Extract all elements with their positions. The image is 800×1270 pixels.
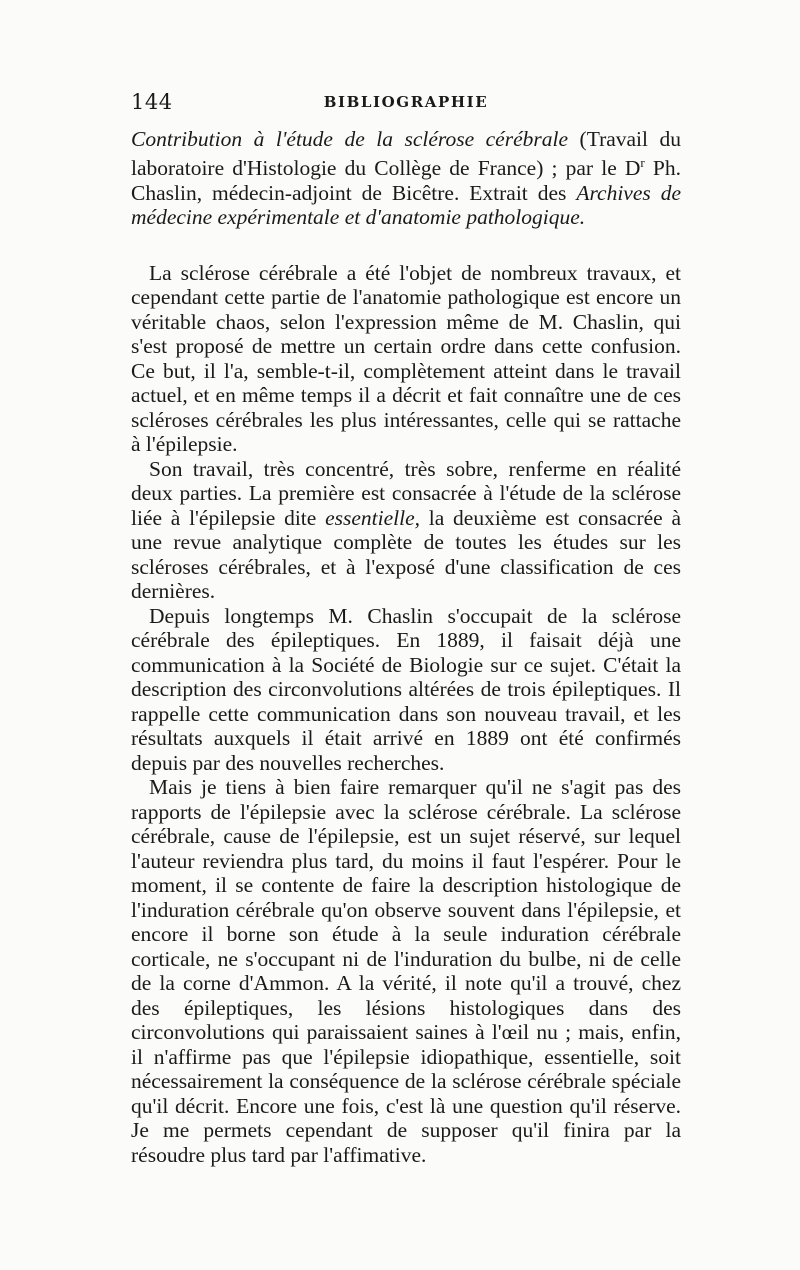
paragraph-2-italic: essentielle, bbox=[325, 505, 421, 530]
reference-journal: Archives de médecine expérimentale et d'anatomie pathologique. bbox=[131, 180, 681, 229]
running-head bbox=[131, 90, 681, 116]
bibliographic-reference bbox=[131, 127, 681, 229]
running-title: BIBLIOGRAPHIE bbox=[323, 93, 489, 111]
text-block bbox=[131, 127, 681, 1167]
paragraph-2-start: Son travail, très concentré, très sobre, renferme en réalité deux parties. La première est consacrée à l'étude de la sclérose liée à l'épilepsie dite bbox=[131, 456, 681, 530]
paragraph-4: Mais je tiens à bien faire remarquer qu'il ne s'agit pas des rapports de l'épilepsie avec la sclérose cérébrale. La sclérose cérébrale, cause de l'épilepsie, est un sujet réservé, sur lequel l'auteur reviendra plus tard, du moins il faut l'espérer. Pour le moment, il se contente de faire la description histologique de l'induration cérébrale qu'on observe souvent dans l'épilepsie, et encore il borne son étude à la seule induration cérébrale corticale, ne s'occupant ni de l'induration du bulbe, ni de celle de la corne d'Ammon. A la vérité, il note qu'il a trouvé, chez des épileptiques, les lésions histologiques dans des circonvolutions qui paraissaient saines à l'œil nu ; mais, enfin, il n'affirme pas que l'épilepsie idiopathique, essentielle, soit nécessairement la conséquence de la sclérose cérébrale spéciale qu'il décrit. Encore une fois, c'est là une question qu'il réserve. Je me permets cependant de supposer qu'il finira par la résoudre plus tard par l'affimative. bbox=[131, 775, 681, 1167]
paragraph-3: Depuis longtemps M. Chaslin s'occupait de la sclérose cérébrale des épileptiques. En 1889, il faisait déjà une communication à la Société de Biologie sur ce sujet. C'était la description des circonvolutions altérées de trois épileptiques. Il rappelle cette communication dans son nouveau travail, et les résultats auxquels il était arrivé en 1889 ont été confirmés depuis par des nouvelles recherches. bbox=[131, 603, 681, 775]
reference-superscript: r bbox=[640, 155, 645, 171]
page-number: 144 bbox=[131, 90, 173, 114]
reference-author: Ph. Chaslin, médecin-adjoint de Bicêtre. Extrait des bbox=[131, 156, 681, 205]
reference-details: (Travail du laboratoire d'Histologie du Collège de France) ; par le D bbox=[131, 127, 682, 181]
reference-title: Contribution à l'étude de la sclérose cérébrale bbox=[131, 127, 569, 151]
paragraph-2 bbox=[131, 457, 681, 604]
paragraph-2-end: la deuxième est consacrée à une revue analytique complète de toutes les études sur les scléroses cérébrales, et à l'exposé d'une classification de ces dernières. bbox=[131, 505, 682, 604]
paragraph-1: La sclérose cérébrale a été l'objet de nombreux travaux, et cependant cette partie de l'anatomie pathologique est encore un véritable chaos, selon l'expression même de M. Chaslin, qui s'est proposé de mettre un certain ordre dans cette confusion. Ce but, il l'a, semble-t-il, complètement atteint dans le travail actuel, et en même temps il a décrit et fait connaître une de ces scléroses cérébrales les plus intéressantes, celle qui se rattache à l'épilepsie. bbox=[131, 260, 681, 457]
